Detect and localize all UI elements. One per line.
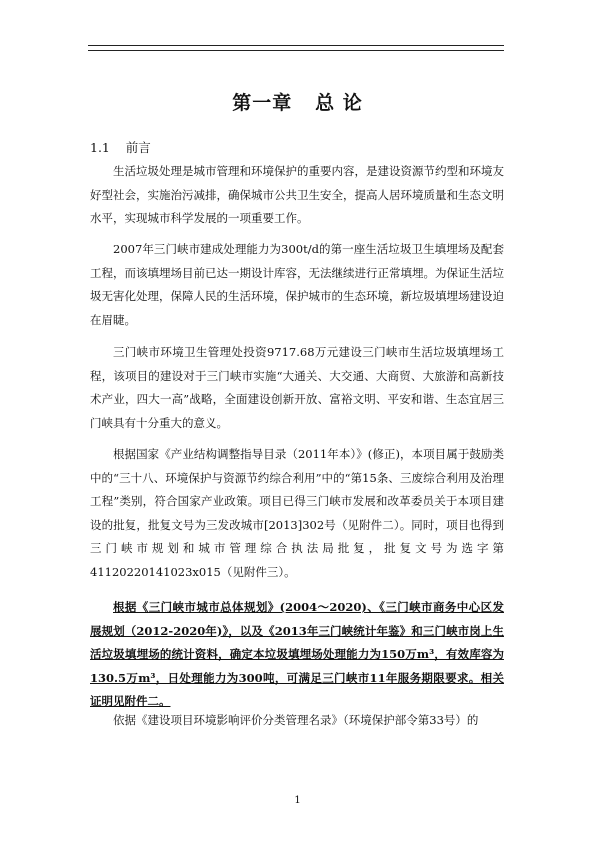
section-heading: 1.1 前言 <box>90 140 151 155</box>
paragraph-policy: 根据国家《产业结构调整指导目录（2011年本）》(修正)，本项目属于鼓励类中的“三十八、环境保护与资源节约综合利用”中的“第15条、三废综合利用及治理工程”类别，符合国家产业政策。项目已得三门峡市发展和改革委员关于本项目建设的批复，批复文号为三发改城市[2013]302号（见附件二）。同时，项目也得到三门峡市规划和城市管理综合执法局批复，批复文号为选字第41120220141023x015（见附件三）。 <box>90 447 504 579</box>
paragraph-capacity-highlight: 根据《三门峡市城市总体规划》(2004～2020)、《三门峡市商务中心区发展规划（2012-2020年)》，以及《2013年三门峡统计年鉴》和三门峡市岗上生活垃圾填埋场的统计资料，确定本垃圾填埋场处理能力为150万m³，有效库容为130.5万m³，日处理能力为300吨，可满足三门峡市11年服务期限要求。相关证明见附件二。 <box>90 600 504 708</box>
paragraph-2007-landfill: 2007年三门峡市建成处理能力为300t/d的第一座生活垃圾卫生填埋场及配套工程，而该填埋场目前已达一期设计库容，无法继续进行正常填埋。为保证生活垃圾无害化处理，保障人民的生活环境，保护城市的生态环境，新垃圾填埋场建设迫在眉睫。 <box>90 242 504 327</box>
paragraph-classification: 依据《建设项目环境影响评价分类管理名录》（环境保护部令第33号）的 <box>113 713 479 727</box>
page-number: 1 <box>294 795 301 806</box>
chapter-title: 第一章 总 论 <box>232 92 363 114</box>
header-rule-upper <box>88 45 504 46</box>
header-rule-lower <box>88 50 504 51</box>
paragraph-investment: 三门峡市环境卫生管理处投资9717.68万元建设三门峡市生活垃圾填埋场工程，该项目的建设对于三门峡市实施“大通关、大交通、大商贸、大旅游和高新技术产业，四大一高”战略，全面建设创新开放、富裕文明、平安和谐、生态宜居三门峡具有十分重大的意义。 <box>90 345 504 430</box>
paragraph-intro: 生活垃圾处理是城市管理和环境保护的重要内容，是建设资源节约型和环境友好型社会，实施治污减排，确保城市公共卫生安全，提高人居环境质量和生态文明水平，实现城市科学发展的一项重要工作。 <box>90 164 504 225</box>
